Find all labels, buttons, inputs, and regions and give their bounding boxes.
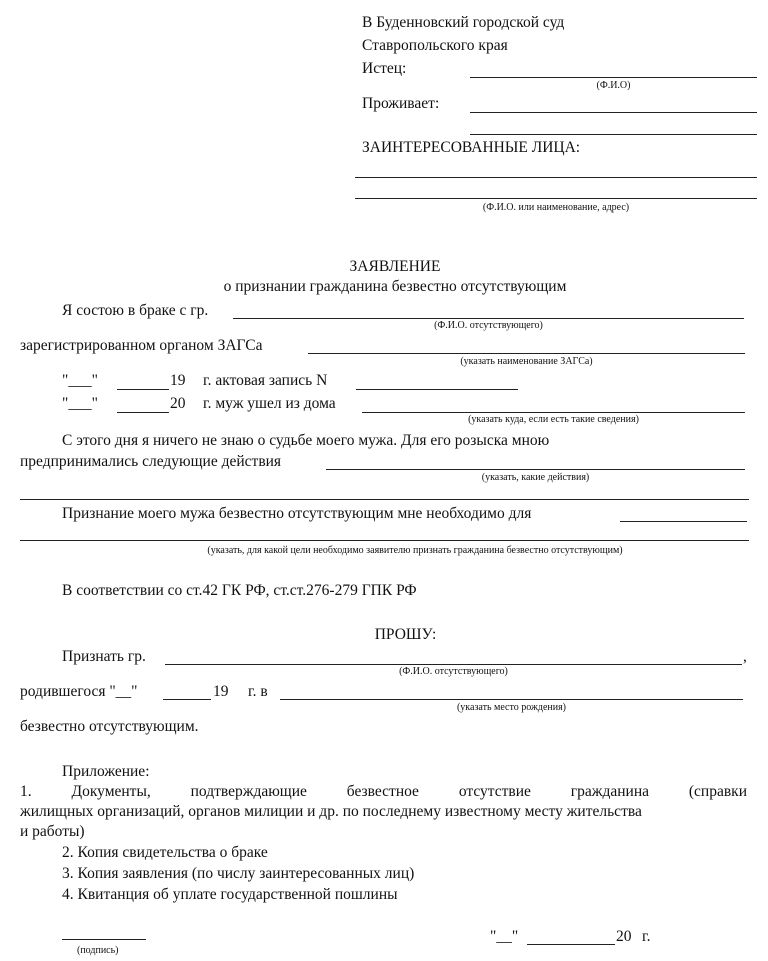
absent-name-line	[165, 664, 742, 665]
interested-parties-line-2	[355, 198, 757, 199]
born-prefix: родившегося "__"	[20, 683, 138, 700]
legal-basis: В соответствии со ст.42 ГК РФ, ст.ст.276-279 ГПК РФ	[62, 582, 417, 599]
spouse-name-line	[233, 318, 744, 319]
need-text: Признание моего мужа безвестно отсутствующим мне необходимо для	[62, 505, 532, 522]
registered-text: зарегистрированном органом ЗАГСа	[20, 337, 263, 354]
signature-hint: (подпись)	[77, 945, 119, 956]
footer-date-quote: "__"	[490, 928, 519, 945]
resides-line-1	[470, 112, 757, 113]
left-home-text: г. муж ушел из дома	[203, 395, 336, 412]
interested-parties-label: ЗАИНТЕРЕСОВАННЫЕ ЛИЦА:	[362, 139, 581, 156]
actions-line	[326, 469, 745, 470]
plaintiff-label: Истец:	[362, 60, 407, 77]
left-year: 20	[170, 395, 186, 412]
record-number-line	[356, 389, 518, 390]
actions-line-2	[20, 499, 749, 500]
birthplace-line	[280, 699, 743, 700]
footer-date-line	[527, 944, 615, 945]
zags-name-hint: (указать наименование ЗАГСа)	[460, 356, 593, 367]
actions-hint: (указать, какие действия)	[481, 472, 590, 483]
left-month-line	[117, 412, 169, 413]
plaintiff-name-hint: (Ф.И.О)	[596, 80, 631, 91]
resides-line-2	[470, 134, 757, 135]
marriage-year: 19	[170, 372, 186, 389]
plaintiff-name-line	[470, 77, 757, 78]
resides-label: Проживает:	[362, 95, 440, 112]
left-where-hint: (указать куда, если есть такие сведения)	[468, 414, 639, 425]
attachment-item-1-line2: жилищных организаций, органов милиции и др. по последнему известному месту жительства	[20, 803, 642, 820]
footer-date-suffix: г.	[642, 928, 651, 945]
paragraph-search-line1: С этого дня я ничего не знаю о судьбе моего мужа. Для его розыска мною	[62, 432, 550, 449]
attachments-heading: Приложение:	[62, 763, 150, 780]
document-title: ЗАЯВЛЕНИЕ	[349, 258, 441, 275]
born-suffix: г. в	[248, 683, 268, 700]
footer-date-year: 20	[616, 928, 632, 945]
left-where-line	[362, 412, 745, 413]
attachment-item-2: 2. Копия свидетельства о браке	[62, 844, 268, 861]
birthplace-hint: (указать место рождения)	[456, 702, 567, 713]
document-subtitle: о признании гражданина безвестно отсутствующим	[223, 278, 567, 295]
interested-parties-hint: (Ф.И.О. или наименование, адрес)	[482, 202, 630, 213]
marriage-record-text: г. актовая запись N	[203, 372, 328, 389]
zags-name-line	[308, 353, 745, 354]
attachment-item-4: 4. Квитанция об уплате государственной пошлины	[62, 886, 398, 903]
signature-line	[62, 939, 146, 940]
paragraph-search-line2: предпринимались следующие действия	[20, 453, 282, 470]
missing-text: безвестно отсутствующим.	[20, 718, 199, 735]
recognize-comma: ,	[743, 648, 747, 665]
married-text: Я состою в браке с гр.	[62, 302, 209, 319]
interested-parties-line-1	[355, 177, 757, 178]
court-name: В Буденновский городской суд	[362, 14, 565, 31]
spouse-name-hint: (Ф.И.О. отсутствующего)	[434, 320, 543, 331]
born-month-line	[163, 699, 211, 700]
born-year: 19	[213, 683, 229, 700]
marriage-date-quote: "___"	[62, 372, 98, 389]
purpose-hint: (указать, для какой цели необходимо заявителю признать гражданина безвестно отсутствующим)	[207, 545, 623, 556]
attachment-item-1-line3: и работы)	[20, 823, 85, 840]
left-date-quote: "___"	[62, 395, 98, 412]
recognize-text: Признать гр.	[62, 648, 146, 665]
attachment-item-1-line1: 1. Документы, подтверждающие безвестное отсутствие гражданина (справки	[20, 783, 747, 800]
purpose-line-2	[20, 540, 749, 541]
court-region: Ставропольского края	[362, 37, 508, 54]
request-heading: ПРОШУ:	[374, 626, 437, 643]
purpose-line	[620, 521, 747, 522]
attachment-item-3: 3. Копия заявления (по числу заинтересованных лиц)	[62, 865, 415, 882]
absent-name-hint: (Ф.И.О. отсутствующего)	[399, 666, 508, 677]
marriage-month-line	[117, 389, 169, 390]
